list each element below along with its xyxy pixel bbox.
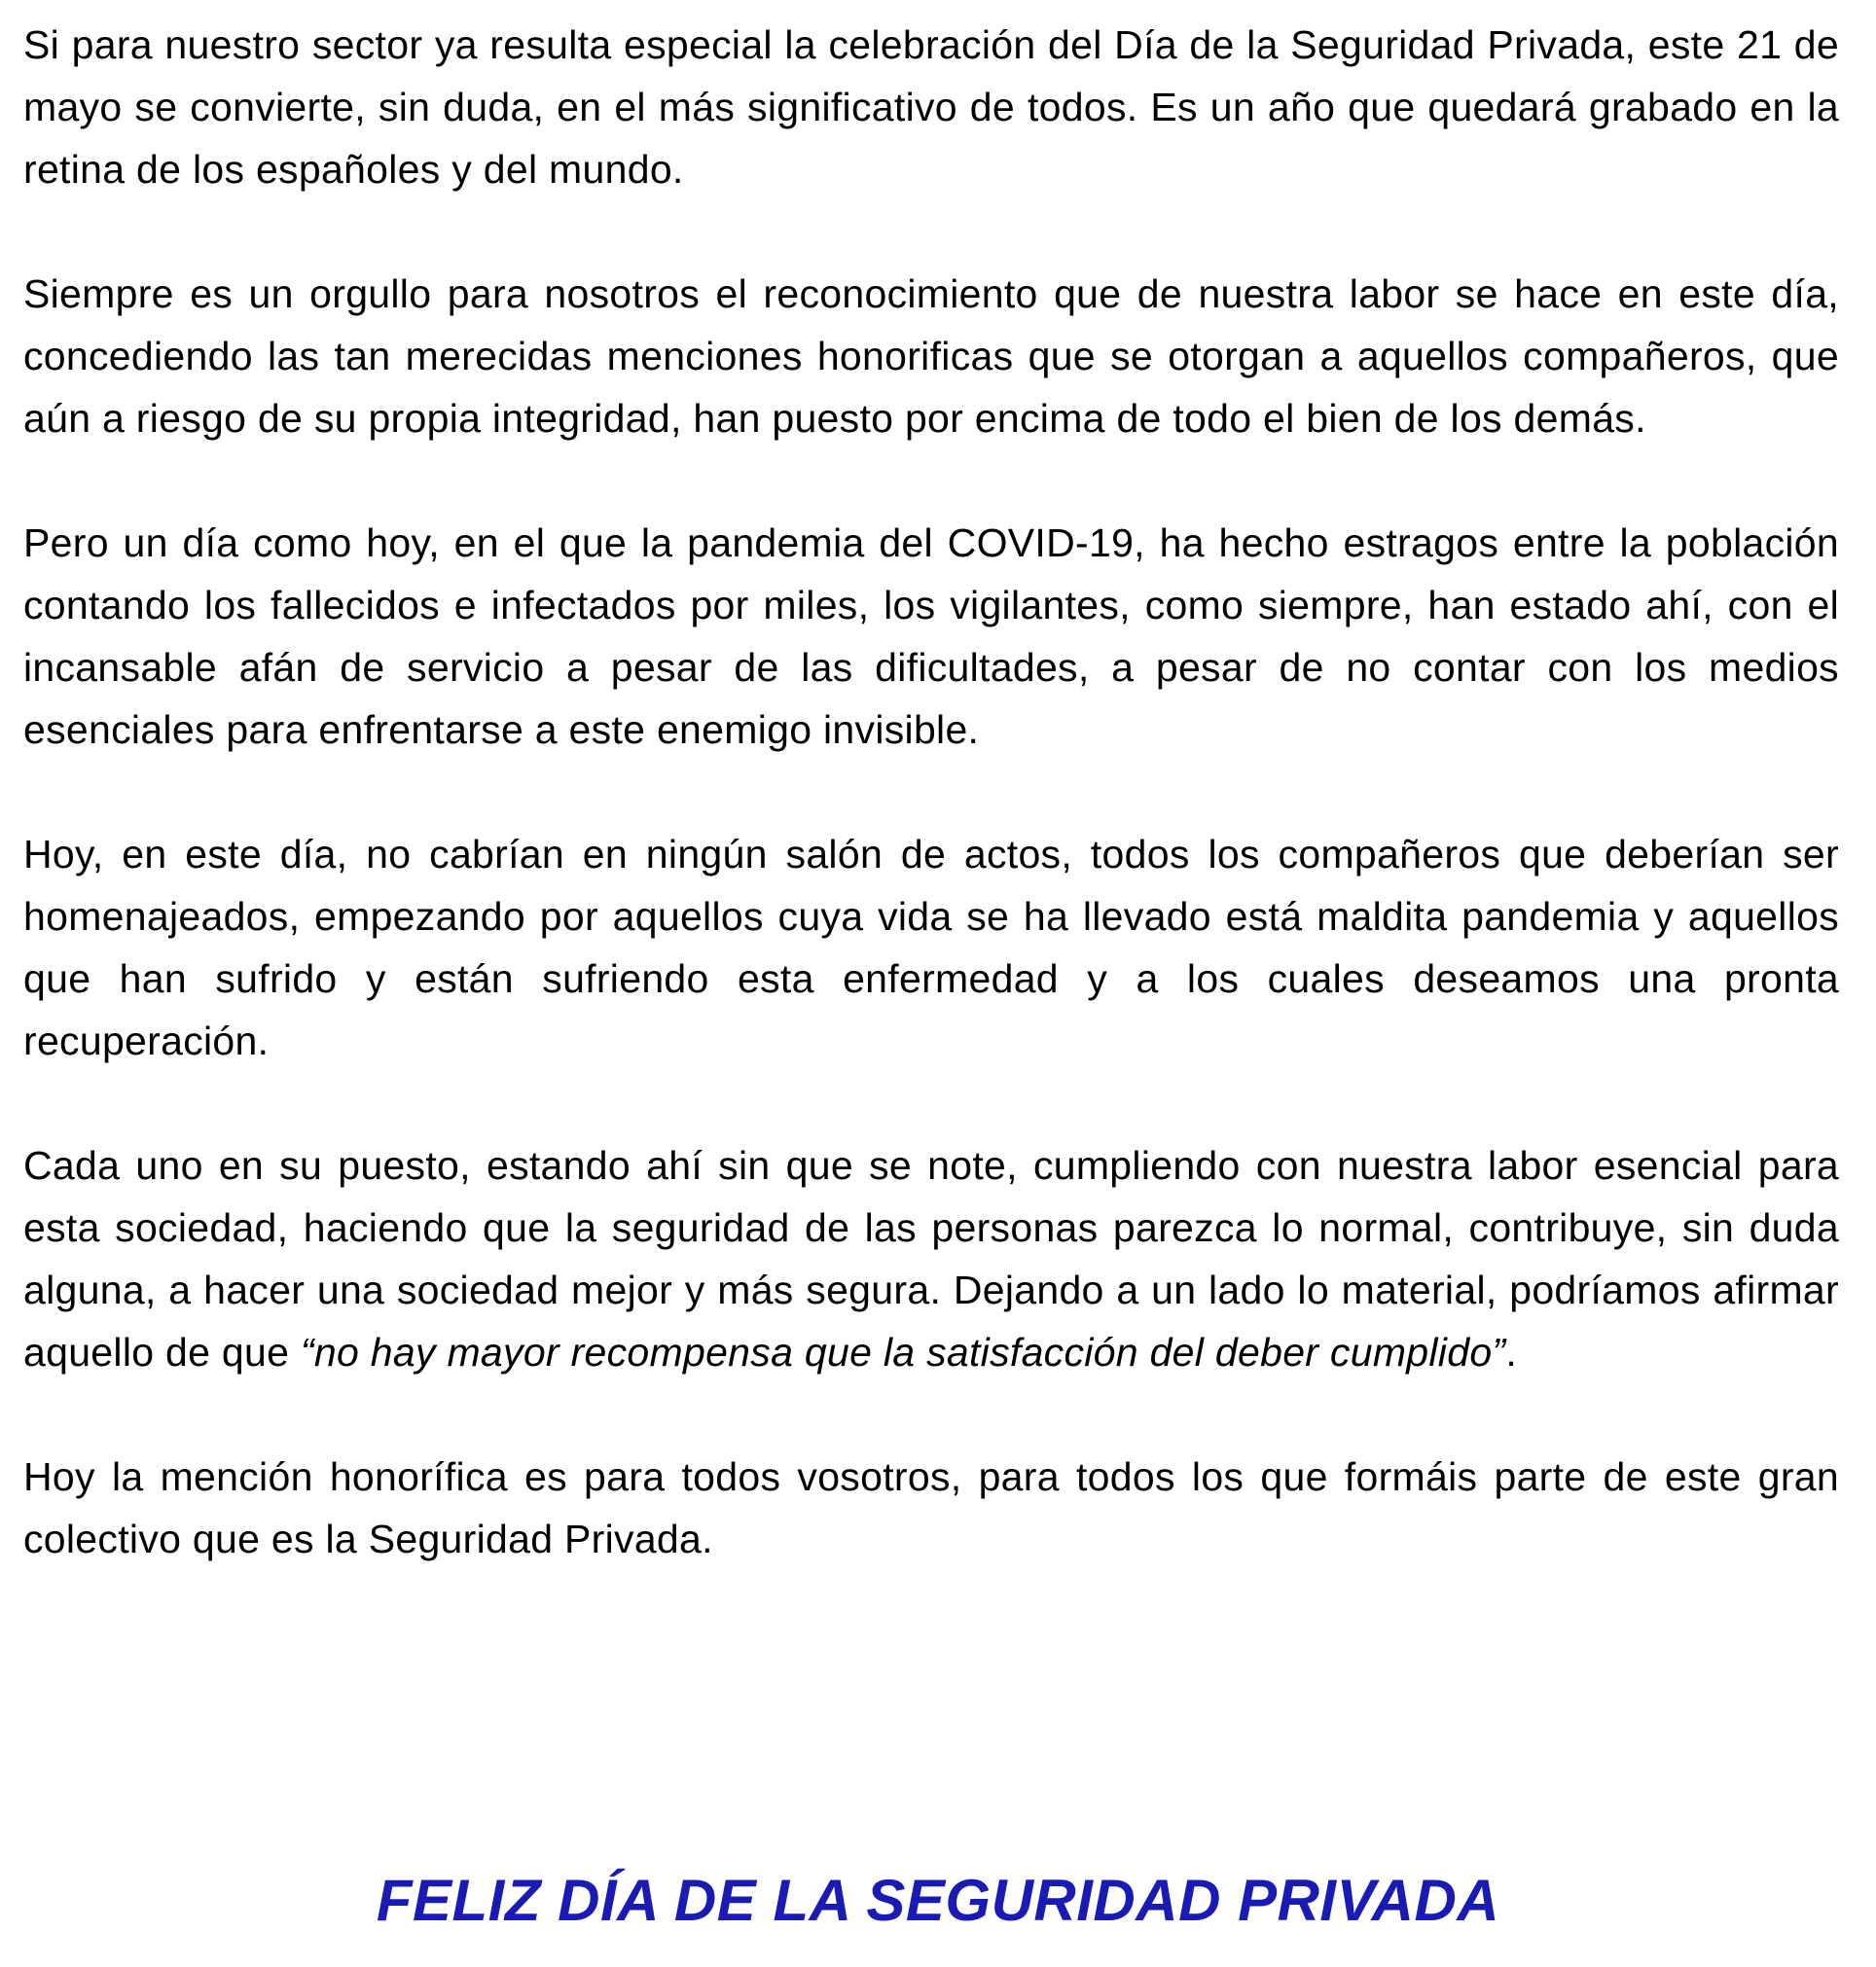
paragraph-5-text: Cada uno en su puesto, estando ahí sin que se note, cumpliendo con nuestra labor esencial para esta sociedad, haciendo que la seguridad de las personas parezca lo normal, contribuye, sin duda alguna, a hacer una sociedad mejor y más segura. Dejando a un lado lo material, podríamos afirmar aquello de que — [23, 1143, 1839, 1375]
paragraph-2: Siempre es un orgullo para nosotros el reconocimiento que de nuestra labor se hace en este día, concediendo las tan merecidas menciones honorificas que se otorgan a aquellos compañeros, que aún a riesgo de su propia integridad, han puesto por encima de todo el bien de los demás. — [23, 271, 1839, 441]
closing-headline: FELIZ DÍA DE LA SEGURIDAD PRIVADA — [376, 1868, 1500, 1933]
paragraph-6: Hoy la mención honorífica es para todos vosotros, para todos los que formáis parte de este gran colectivo que es la Seguridad Privada. — [23, 1454, 1839, 1561]
document-body — [23, 14, 1839, 1570]
paragraph-4: Hoy, en este día, no cabrían en ningún salón de actos, todos los compañeros que deberían ser homenajeados, empezando por aquellos cuya vida se ha llevado está maldita pandemia y aquellos que han sufrido y están sufriendo esta enfermedad y a los cuales deseamos una pronta recuperación. — [23, 832, 1839, 1063]
paragraph-5-end: . — [1505, 1330, 1518, 1375]
paragraph-5 — [23, 1134, 1839, 1383]
paragraph-1: Si para nuestro sector ya resulta especial la celebración del Día de la Seguridad Privada, este 21 de mayo se convierte, sin duda, en el más significativo de todos. Es un año que quedará grabado en la retina de los españoles y del mundo. — [23, 22, 1839, 192]
paragraph-5-quote: “no hay mayor recompensa que la satisfacción del deber cumplido” — [300, 1330, 1506, 1375]
paragraph-3: Pero un día como hoy, en el que la pandemia del COVID-19, ha hecho estragos entre la población contando los fallecidos e infectados por miles, los vigilantes, como siempre, han estado ahí, con el incansable afán de servicio a pesar de las dificultades, a pesar de no contar con los medios esenciales para enfrentarse a este enemigo invisible. — [23, 520, 1839, 752]
